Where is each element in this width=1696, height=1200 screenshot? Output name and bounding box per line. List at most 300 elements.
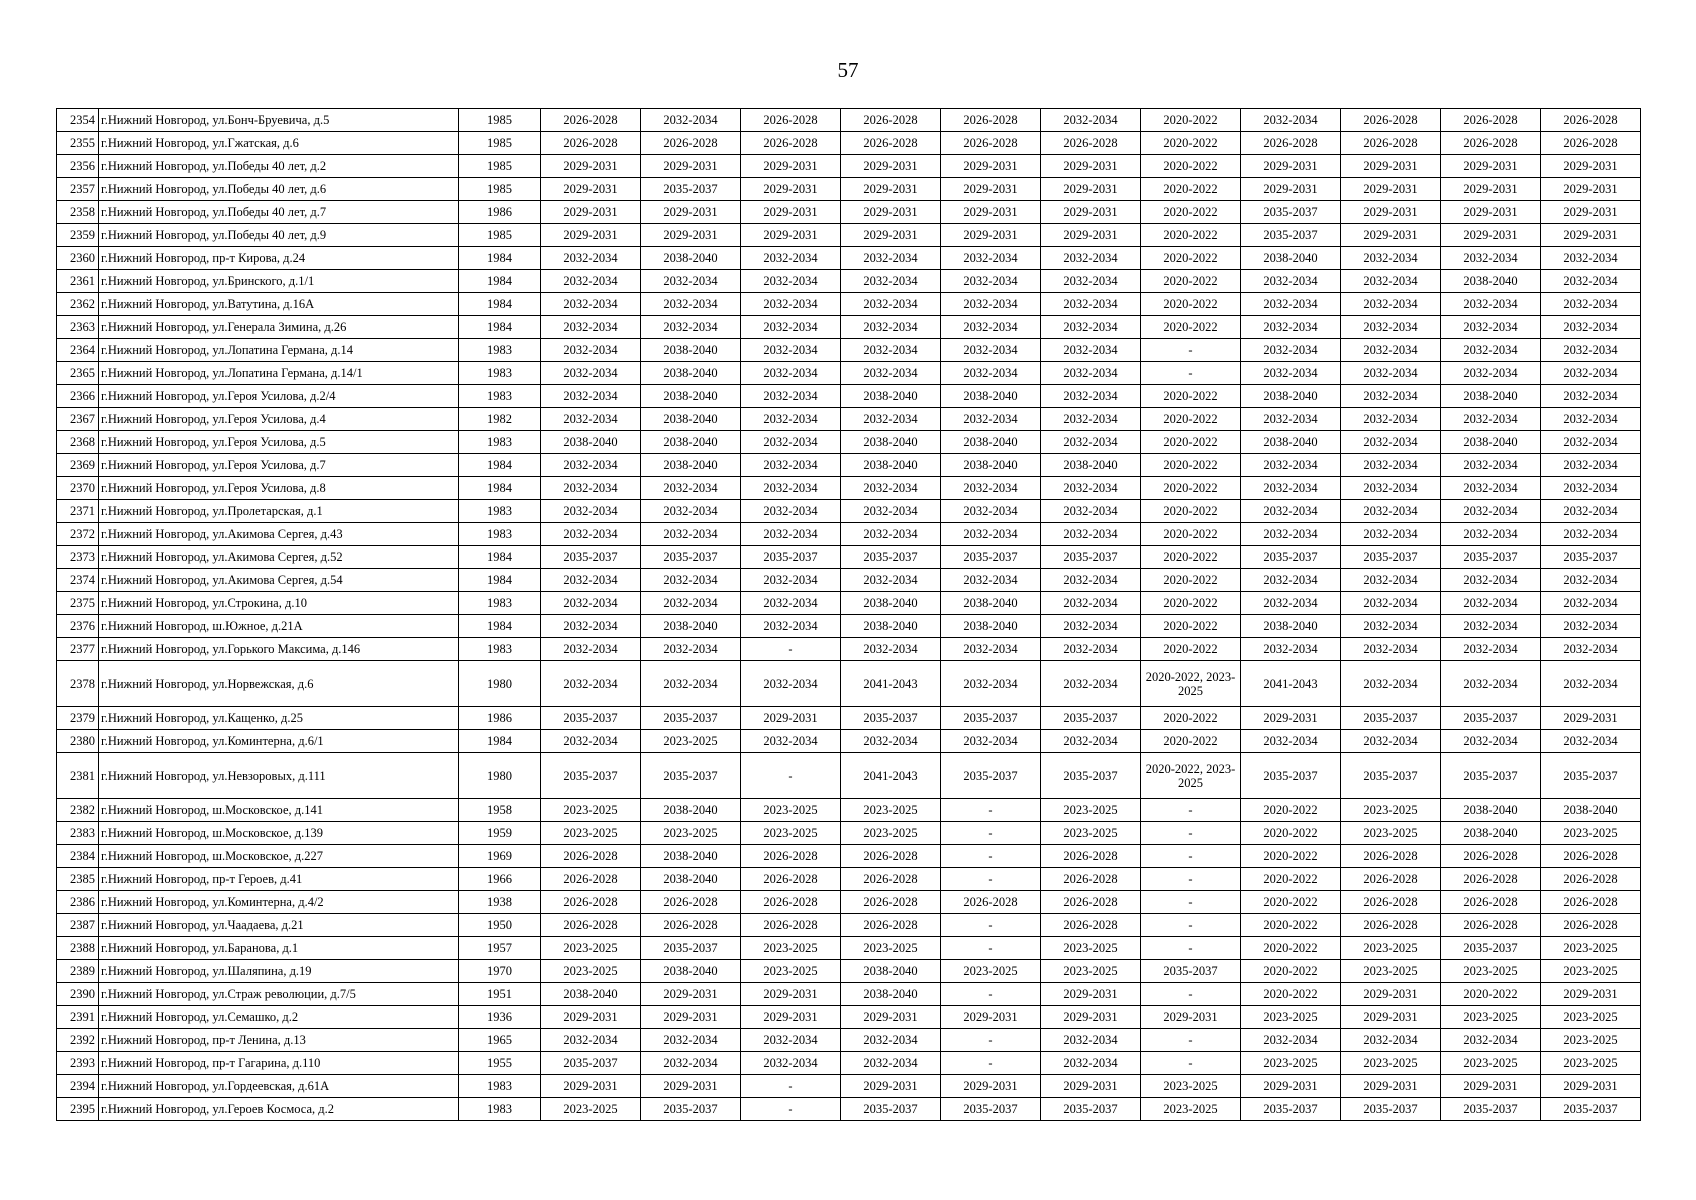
repair-period-cell: - (941, 845, 1041, 868)
repair-period-cell: 2035-2037 (1041, 1098, 1141, 1121)
year-built-cell: 1966 (459, 868, 541, 891)
repair-period-cell: 2023-2025 (1541, 1052, 1641, 1075)
repair-period-cell: 2026-2028 (741, 132, 841, 155)
address-cell: г.Нижний Новгород, ул.Бринского, д.1/1 (99, 270, 459, 293)
repair-period-cell: 2026-2028 (1341, 914, 1441, 937)
repair-period-cell: 2035-2037 (641, 178, 741, 201)
repair-period-cell: 2032-2034 (941, 362, 1041, 385)
repair-period-cell: 2032-2034 (641, 1029, 741, 1052)
repair-period-cell: 2023-2025 (1341, 960, 1441, 983)
repair-period-cell: 2029-2031 (1341, 1006, 1441, 1029)
repair-period-cell: 2029-2031 (941, 224, 1041, 247)
repair-period-cell: 2029-2031 (1541, 201, 1641, 224)
repair-period-cell: 2032-2034 (741, 454, 841, 477)
repair-period-cell: 2032-2034 (1441, 454, 1541, 477)
year-built-cell: 1983 (459, 500, 541, 523)
repair-period-cell: 2038-2040 (641, 868, 741, 891)
repair-period-cell: 2032-2034 (1541, 408, 1641, 431)
year-built-cell: 1983 (459, 362, 541, 385)
row-number-cell: 2367 (57, 408, 99, 431)
table-row (57, 914, 1641, 937)
repair-period-cell: 2032-2034 (741, 730, 841, 753)
row-number-cell: 2360 (57, 247, 99, 270)
repair-period-cell: 2026-2028 (541, 845, 641, 868)
repair-period-cell: 2032-2034 (941, 316, 1041, 339)
year-built-cell: 1985 (459, 224, 541, 247)
repair-period-cell: 2035-2037 (1441, 1098, 1541, 1121)
repair-period-cell: 2020-2022 (1241, 914, 1341, 937)
repair-period-cell: 2020-2022 (1241, 937, 1341, 960)
repair-period-cell: 2026-2028 (841, 109, 941, 132)
repair-period-cell: - (1141, 937, 1241, 960)
repair-period-cell: 2023-2025 (1241, 1052, 1341, 1075)
address-cell: г.Нижний Новгород, ш.Южное, д.21А (99, 615, 459, 638)
repair-period-cell: 2032-2034 (541, 316, 641, 339)
repair-period-cell: 2020-2022 (1141, 730, 1241, 753)
repair-period-cell: 2035-2037 (1541, 546, 1641, 569)
repair-period-cell: 2032-2034 (841, 293, 941, 316)
repair-period-cell: 2023-2025 (1141, 1098, 1241, 1121)
repair-period-cell: 2020-2022, 2023-2025 (1141, 661, 1241, 707)
repair-period-cell: 2029-2031 (1341, 1075, 1441, 1098)
address-cell: г.Нижний Новгород, ул.Героя Усилова, д.2/4 (99, 385, 459, 408)
repair-period-cell: 2020-2022 (1141, 523, 1241, 546)
repair-period-cell: 2032-2034 (1241, 109, 1341, 132)
table-row (57, 615, 1641, 638)
repair-period-cell: 2032-2034 (1541, 592, 1641, 615)
repair-period-cell: 2032-2034 (941, 247, 1041, 270)
repair-period-cell: 2032-2034 (1341, 569, 1441, 592)
repair-period-cell: 2032-2034 (1441, 408, 1541, 431)
repair-period-cell: 2032-2034 (1441, 730, 1541, 753)
repair-period-cell: 2032-2034 (1541, 431, 1641, 454)
repair-period-cell: 2026-2028 (1041, 868, 1141, 891)
repair-period-cell: 2032-2034 (741, 500, 841, 523)
repair-period-cell: 2032-2034 (741, 1029, 841, 1052)
repair-period-cell: 2032-2034 (1041, 431, 1141, 454)
repair-period-cell: - (941, 822, 1041, 845)
year-built-cell: 1984 (459, 569, 541, 592)
repair-period-cell: 2032-2034 (1341, 247, 1441, 270)
row-number-cell: 2382 (57, 799, 99, 822)
repair-period-cell: 2032-2034 (1041, 638, 1141, 661)
table-row (57, 155, 1641, 178)
repair-period-cell: 2032-2034 (541, 615, 641, 638)
year-built-cell: 1984 (459, 316, 541, 339)
repair-period-cell: 2032-2034 (1441, 293, 1541, 316)
repair-period-cell: 2032-2034 (741, 615, 841, 638)
repair-period-cell: 2026-2028 (1441, 132, 1541, 155)
repair-period-cell: 2023-2025 (641, 730, 741, 753)
repair-period-cell: - (1141, 822, 1241, 845)
repair-period-cell: 2026-2028 (541, 868, 641, 891)
row-number-cell: 2369 (57, 454, 99, 477)
address-cell: г.Нижний Новгород, ул.Баранова, д.1 (99, 937, 459, 960)
repair-period-cell: 2032-2034 (1241, 339, 1341, 362)
repair-period-cell: 2035-2037 (1541, 753, 1641, 799)
repair-period-cell: 2035-2037 (1241, 546, 1341, 569)
repair-period-cell: 2032-2034 (741, 1052, 841, 1075)
repair-period-cell: 2032-2034 (1441, 500, 1541, 523)
repair-period-cell: 2032-2034 (1041, 270, 1141, 293)
row-number-cell: 2354 (57, 109, 99, 132)
repair-period-cell: 2029-2031 (1341, 178, 1441, 201)
repair-period-cell: 2032-2034 (841, 477, 941, 500)
row-number-cell: 2359 (57, 224, 99, 247)
table-row (57, 270, 1641, 293)
table-row (57, 1098, 1641, 1121)
repair-period-cell: 2032-2034 (1541, 247, 1641, 270)
repair-period-cell: - (1141, 891, 1241, 914)
repair-period-cell: 2035-2037 (1241, 201, 1341, 224)
repair-period-cell: 2032-2034 (1041, 592, 1141, 615)
repair-period-cell: 2023-2025 (541, 822, 641, 845)
table-row (57, 638, 1641, 661)
address-cell: г.Нижний Новгород, пр-т Героев, д.41 (99, 868, 459, 891)
repair-period-cell: 2038-2040 (641, 408, 741, 431)
repair-period-cell: 2020-2022 (1241, 891, 1341, 914)
address-cell: г.Нижний Новгород, ул.Лопатина Германа, д.14 (99, 339, 459, 362)
repair-period-cell: 2029-2031 (1441, 1075, 1541, 1098)
year-built-cell: 1986 (459, 707, 541, 730)
year-built-cell: 1965 (459, 1029, 541, 1052)
repair-period-cell: 2032-2034 (1241, 523, 1341, 546)
repair-period-cell: 2032-2034 (741, 362, 841, 385)
repair-period-cell: 2032-2034 (541, 661, 641, 707)
table-row (57, 500, 1641, 523)
repair-period-cell: 2029-2031 (1241, 1075, 1341, 1098)
repair-period-cell: 2038-2040 (1441, 822, 1541, 845)
repair-period-cell: 2026-2028 (1341, 132, 1441, 155)
repair-period-cell: 2026-2028 (1541, 914, 1641, 937)
repair-period-cell: 2032-2034 (841, 270, 941, 293)
repair-period-cell: 2023-2025 (741, 960, 841, 983)
repair-period-cell: - (941, 868, 1041, 891)
repair-period-cell: 2023-2025 (1141, 1075, 1241, 1098)
repair-period-cell: 2026-2028 (541, 891, 641, 914)
repair-period-cell: 2029-2031 (1441, 201, 1541, 224)
repair-period-cell: 2035-2037 (941, 546, 1041, 569)
row-number-cell: 2366 (57, 385, 99, 408)
repair-period-cell: 2035-2037 (841, 707, 941, 730)
year-built-cell: 1955 (459, 1052, 541, 1075)
repair-period-cell: - (941, 1052, 1041, 1075)
repair-period-cell: 2032-2034 (941, 569, 1041, 592)
repair-period-cell: 2038-2040 (941, 615, 1041, 638)
repair-period-cell: 2023-2025 (1541, 1006, 1641, 1029)
row-number-cell: 2386 (57, 891, 99, 914)
table-row (57, 983, 1641, 1006)
repair-period-cell: 2035-2037 (1341, 1098, 1441, 1121)
repair-period-cell: 2029-2031 (841, 155, 941, 178)
repair-period-cell: 2038-2040 (641, 845, 741, 868)
repair-period-cell: 2020-2022 (1141, 201, 1241, 224)
repair-period-cell: 2038-2040 (1441, 385, 1541, 408)
repair-period-cell: 2029-2031 (841, 224, 941, 247)
repair-period-cell: 2038-2040 (541, 431, 641, 454)
repair-period-cell: 2029-2031 (741, 155, 841, 178)
repair-period-cell: 2032-2034 (1541, 339, 1641, 362)
repair-period-cell: 2032-2034 (1341, 293, 1441, 316)
repair-period-cell: 2020-2022, 2023-2025 (1141, 753, 1241, 799)
repair-period-cell: 2035-2037 (541, 546, 641, 569)
repair-period-cell: 2032-2034 (1041, 293, 1141, 316)
repair-period-cell: 2032-2034 (1041, 1029, 1141, 1052)
repair-period-cell: 2023-2025 (941, 960, 1041, 983)
repair-period-cell: 2032-2034 (641, 592, 741, 615)
repair-period-cell: 2032-2034 (1441, 316, 1541, 339)
repair-period-cell: 2026-2028 (841, 132, 941, 155)
repair-period-cell: 2032-2034 (1541, 661, 1641, 707)
repair-period-cell: 2032-2034 (1341, 431, 1441, 454)
repair-period-cell: 2038-2040 (1241, 247, 1341, 270)
table-row (57, 730, 1641, 753)
repair-period-cell: 2023-2025 (741, 937, 841, 960)
repair-period-cell: 2032-2034 (1441, 592, 1541, 615)
repair-period-cell: 2032-2034 (641, 523, 741, 546)
repair-period-cell: 2032-2034 (841, 316, 941, 339)
table-row (57, 845, 1641, 868)
table-row (57, 247, 1641, 270)
row-number-cell: 2358 (57, 201, 99, 224)
repair-period-cell: 2038-2040 (841, 454, 941, 477)
address-cell: г.Нижний Новгород, ул.Коминтерна, д.4/2 (99, 891, 459, 914)
repair-period-cell: 2020-2022 (1141, 132, 1241, 155)
repair-period-cell: 2032-2034 (1241, 1029, 1341, 1052)
repair-period-cell: 2029-2031 (741, 983, 841, 1006)
repair-period-cell: 2026-2028 (941, 132, 1041, 155)
address-cell: г.Нижний Новгород, ул.Генерала Зимина, д.26 (99, 316, 459, 339)
repair-period-cell: 2038-2040 (941, 454, 1041, 477)
repair-period-cell: 2026-2028 (1541, 109, 1641, 132)
repair-period-cell: 2035-2037 (841, 546, 941, 569)
address-cell: г.Нижний Новгород, ул.Норвежская, д.6 (99, 661, 459, 707)
repair-period-cell: 2032-2034 (1041, 408, 1141, 431)
repair-period-cell: - (741, 638, 841, 661)
repair-period-cell: - (941, 937, 1041, 960)
repair-period-cell: 2041-2043 (1241, 661, 1341, 707)
address-cell: г.Нижний Новгород, ул.Героя Усилова, д.7 (99, 454, 459, 477)
repair-period-cell: 2029-2031 (1041, 1075, 1141, 1098)
repair-period-cell: 2020-2022 (1141, 615, 1241, 638)
repair-period-cell: 2032-2034 (641, 109, 741, 132)
repair-period-cell: 2032-2034 (841, 339, 941, 362)
repair-period-cell: 2032-2034 (1241, 316, 1341, 339)
repair-period-cell: 2038-2040 (1441, 431, 1541, 454)
year-built-cell: 1983 (459, 1098, 541, 1121)
repair-period-cell: 2023-2025 (1341, 822, 1441, 845)
repair-period-cell: 2032-2034 (1541, 500, 1641, 523)
repair-period-cell: 2032-2034 (841, 362, 941, 385)
repair-period-cell: 2038-2040 (941, 385, 1041, 408)
address-cell: г.Нижний Новгород, ул.Коминтерна, д.6/1 (99, 730, 459, 753)
repair-period-cell: 2026-2028 (1341, 845, 1441, 868)
row-number-cell: 2364 (57, 339, 99, 362)
repair-period-cell: 2032-2034 (741, 339, 841, 362)
repair-period-cell: 2032-2034 (1241, 477, 1341, 500)
repair-period-cell: 2032-2034 (1041, 385, 1141, 408)
address-cell: г.Нижний Новгород, ул.Героя Усилова, д.4 (99, 408, 459, 431)
repair-period-cell: 2029-2031 (641, 224, 741, 247)
repair-period-cell: 2035-2037 (1441, 937, 1541, 960)
repair-period-cell: 2032-2034 (1441, 569, 1541, 592)
address-cell: г.Нижний Новгород, ул.Победы 40 лет, д.2 (99, 155, 459, 178)
repair-period-cell: 2032-2034 (1241, 592, 1341, 615)
repair-period-cell: 2032-2034 (841, 638, 941, 661)
repair-period-cell: 2038-2040 (1441, 270, 1541, 293)
row-number-cell: 2383 (57, 822, 99, 845)
row-number-cell: 2376 (57, 615, 99, 638)
repair-period-cell: 2032-2034 (1441, 523, 1541, 546)
repair-period-cell: 2038-2040 (841, 615, 941, 638)
repair-period-cell: 2020-2022 (1141, 431, 1241, 454)
repair-period-cell: 2038-2040 (641, 385, 741, 408)
repair-period-cell: 2020-2022 (1441, 983, 1541, 1006)
table-row (57, 546, 1641, 569)
table-row (57, 569, 1641, 592)
repair-period-cell: 2029-2031 (1141, 1006, 1241, 1029)
repair-period-cell: 2035-2037 (1241, 753, 1341, 799)
repair-period-cell: 2023-2025 (1441, 1006, 1541, 1029)
repair-period-cell: 2026-2028 (1241, 132, 1341, 155)
repair-period-cell: 2032-2034 (541, 293, 641, 316)
address-cell: г.Нижний Новгород, ул.Лопатина Германа, д.14/1 (99, 362, 459, 385)
row-number-cell: 2373 (57, 546, 99, 569)
table-row (57, 339, 1641, 362)
repair-period-cell: 2038-2040 (841, 960, 941, 983)
repair-period-cell: 2029-2031 (541, 224, 641, 247)
repair-period-cell: 2032-2034 (541, 408, 641, 431)
repair-period-cell: 2032-2034 (1341, 339, 1441, 362)
repair-period-cell: 2029-2031 (641, 201, 741, 224)
table-row (57, 316, 1641, 339)
table-row (57, 362, 1641, 385)
repair-period-cell: 2029-2031 (1041, 224, 1141, 247)
repair-period-cell: 2032-2034 (1541, 523, 1641, 546)
repair-period-cell: 2020-2022 (1141, 155, 1241, 178)
table-row (57, 1052, 1641, 1075)
repair-period-cell: 2032-2034 (741, 385, 841, 408)
repair-period-cell: 2029-2031 (541, 1006, 641, 1029)
repair-period-cell: 2032-2034 (541, 638, 641, 661)
row-number-cell: 2372 (57, 523, 99, 546)
year-built-cell: 1985 (459, 155, 541, 178)
repair-period-cell: 2035-2037 (741, 546, 841, 569)
row-number-cell: 2385 (57, 868, 99, 891)
repair-period-cell: 2032-2034 (741, 408, 841, 431)
table-row (57, 178, 1641, 201)
repair-period-cell: - (741, 1075, 841, 1098)
repair-period-cell: 2035-2037 (941, 753, 1041, 799)
repair-period-cell: 2032-2034 (1441, 247, 1541, 270)
repair-period-cell: 2032-2034 (541, 730, 641, 753)
repair-period-cell: 2020-2022 (1141, 385, 1241, 408)
repair-period-cell: 2032-2034 (841, 500, 941, 523)
repair-period-cell: 2026-2028 (1341, 109, 1441, 132)
year-built-cell: 1985 (459, 109, 541, 132)
repair-period-cell: 2029-2031 (741, 201, 841, 224)
repair-period-cell: 2026-2028 (1041, 914, 1141, 937)
repair-period-cell: 2032-2034 (741, 293, 841, 316)
repair-period-cell: 2029-2031 (1041, 155, 1141, 178)
repair-period-cell: 2026-2028 (841, 868, 941, 891)
repair-period-cell: - (1141, 868, 1241, 891)
repair-period-cell: 2038-2040 (541, 983, 641, 1006)
repair-period-cell: 2023-2025 (1541, 1029, 1641, 1052)
repair-period-cell: 2020-2022 (1141, 224, 1241, 247)
table-row (57, 385, 1641, 408)
repair-period-cell: 2020-2022 (1141, 293, 1241, 316)
repair-period-cell: 2023-2025 (541, 1098, 641, 1121)
repair-period-cell: 2032-2034 (1341, 592, 1441, 615)
address-cell: г.Нижний Новгород, ш.Московское, д.141 (99, 799, 459, 822)
repair-period-cell: 2029-2031 (1041, 201, 1141, 224)
repair-period-cell: 2032-2034 (1541, 638, 1641, 661)
repair-period-cell: 2026-2028 (941, 109, 1041, 132)
repair-period-cell: 2023-2025 (641, 822, 741, 845)
repair-period-cell: 2032-2034 (941, 500, 1041, 523)
row-number-cell: 2365 (57, 362, 99, 385)
repair-period-cell: 2038-2040 (941, 592, 1041, 615)
repair-period-cell: 2026-2028 (541, 132, 641, 155)
table-row (57, 960, 1641, 983)
repair-period-cell: 2029-2031 (1341, 983, 1441, 1006)
repair-period-cell: 2032-2034 (1341, 477, 1441, 500)
repair-period-cell: 2026-2028 (1041, 891, 1141, 914)
repair-period-cell: 2026-2028 (941, 891, 1041, 914)
repair-period-cell: 2038-2040 (941, 431, 1041, 454)
repair-period-cell: 2020-2022 (1141, 500, 1241, 523)
address-cell: г.Нижний Новгород, ш.Московское, д.139 (99, 822, 459, 845)
row-number-cell: 2384 (57, 845, 99, 868)
repair-period-cell: 2020-2022 (1241, 960, 1341, 983)
repair-period-cell: - (1141, 914, 1241, 937)
repair-period-cell: 2032-2034 (641, 293, 741, 316)
repair-period-cell: 2029-2031 (1241, 155, 1341, 178)
repair-period-cell: 2029-2031 (941, 1006, 1041, 1029)
table-row (57, 822, 1641, 845)
repair-period-cell: 2032-2034 (741, 316, 841, 339)
repair-period-cell: 2023-2025 (841, 822, 941, 845)
repair-period-cell: 2041-2043 (841, 753, 941, 799)
repair-period-cell: 2038-2040 (641, 362, 741, 385)
repair-period-cell: 2020-2022 (1141, 109, 1241, 132)
year-built-cell: 1983 (459, 339, 541, 362)
year-built-cell: 1983 (459, 592, 541, 615)
repair-period-cell: 2029-2031 (1441, 178, 1541, 201)
repair-period-cell: 2029-2031 (941, 155, 1041, 178)
repair-period-cell: 2032-2034 (1041, 316, 1141, 339)
repair-period-cell: 2032-2034 (1041, 362, 1141, 385)
repair-period-cell: 2035-2037 (1441, 546, 1541, 569)
repair-period-cell: 2038-2040 (641, 799, 741, 822)
address-cell: г.Нижний Новгород, ул.Семашко, д.2 (99, 1006, 459, 1029)
repair-period-cell: 2032-2034 (641, 569, 741, 592)
repair-period-cell: 2029-2031 (741, 707, 841, 730)
repair-period-cell: 2032-2034 (641, 500, 741, 523)
table-row (57, 431, 1641, 454)
year-built-cell: 1980 (459, 661, 541, 707)
repair-period-cell: 2026-2028 (741, 891, 841, 914)
repair-period-cell: 2032-2034 (641, 477, 741, 500)
repair-period-cell: 2032-2034 (1341, 730, 1441, 753)
row-number-cell: 2379 (57, 707, 99, 730)
repair-period-cell: 2020-2022 (1241, 845, 1341, 868)
repair-period-cell: 2029-2031 (1541, 983, 1641, 1006)
year-built-cell: 1984 (459, 730, 541, 753)
repair-period-cell: 2035-2037 (1541, 1098, 1641, 1121)
repair-period-cell: 2020-2022 (1141, 546, 1241, 569)
